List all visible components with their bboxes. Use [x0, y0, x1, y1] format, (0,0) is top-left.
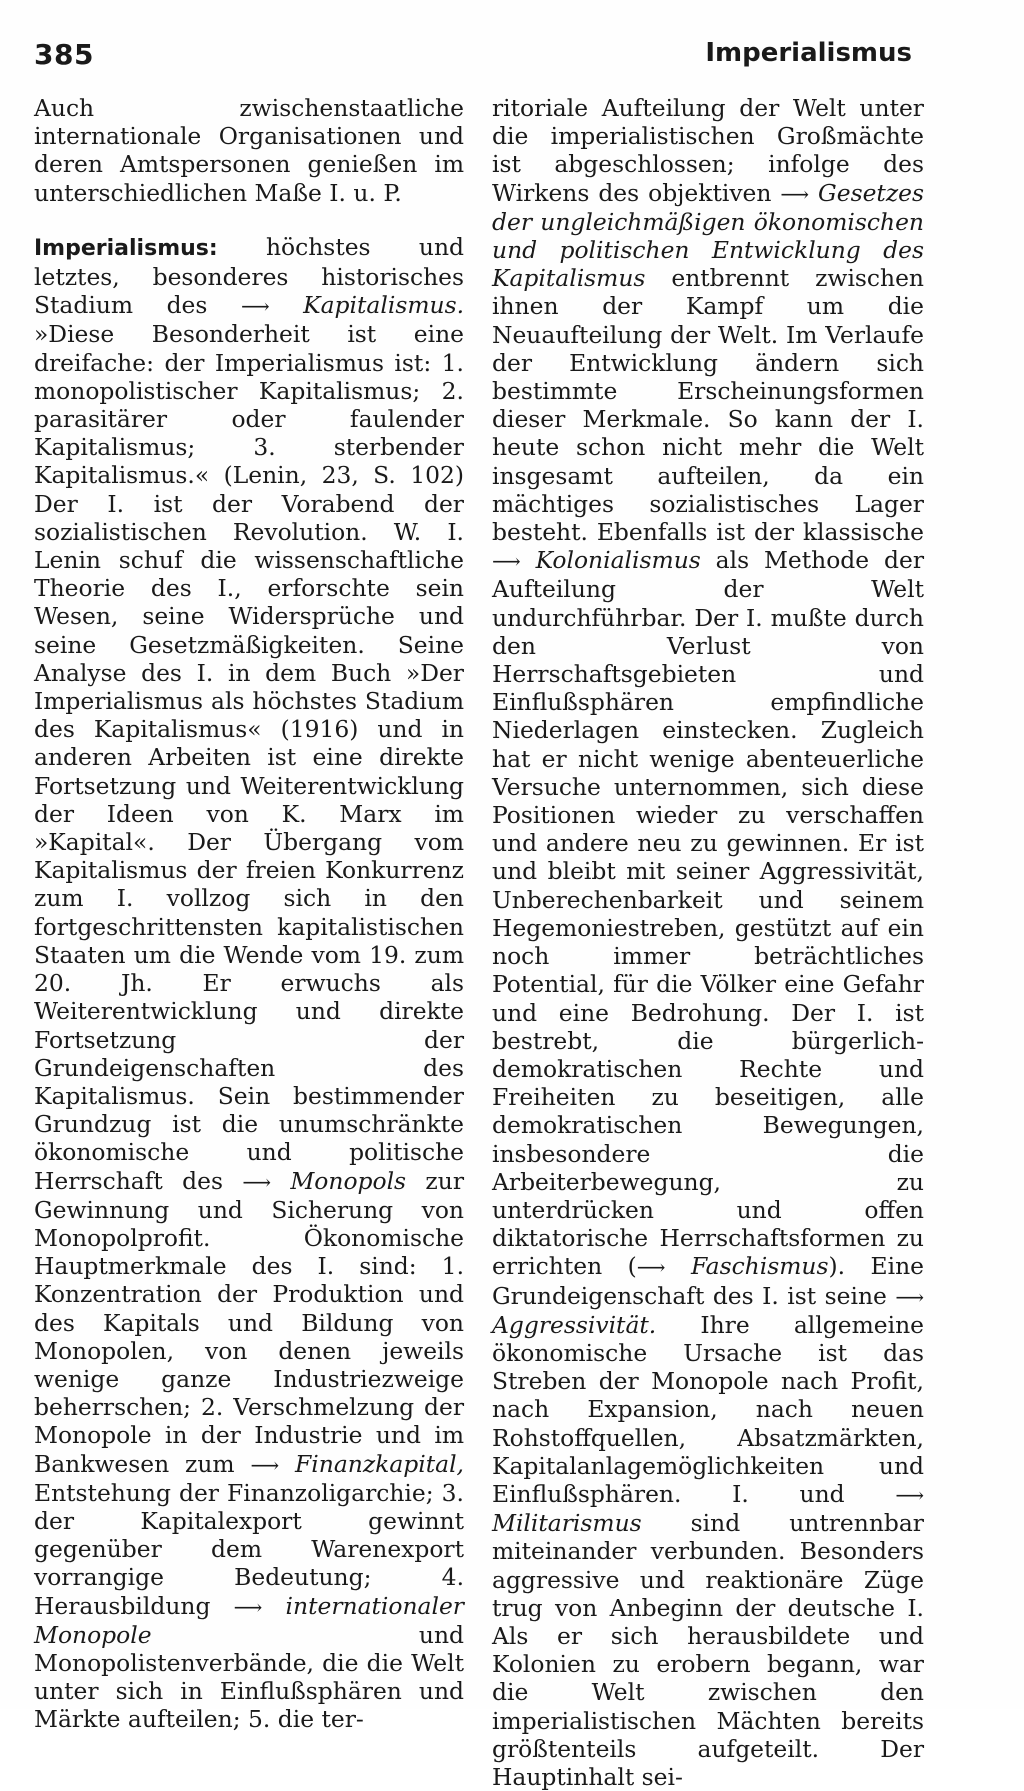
page-number: 385	[34, 38, 94, 71]
cross-reference-arrow-icon: ⟶	[895, 1284, 924, 1309]
right-text-5: Ihre allgemeine ökonomische Ursache ist das Streben der Monopole nach Profit, nach Expansion, nach neuen Rohstoffquellen, Absatzmärkten, Kapitalanlagemöglichkeiten und Einflußsphären. I. und	[492, 1310, 924, 1508]
entry-text-1: höchstes und letztes, besonderes historisches Stadium des	[34, 232, 464, 320]
right-column	[492, 94, 924, 1791]
cross-reference-monopols[interactable]: Monopols	[290, 1166, 407, 1195]
right-text-3: als Methode der Aufteilung der Welt undurchführbar. Der I. mußte durch den Verlust von Herrschaftsgebieten und Einflußsphären empfindliche Niederlagen einstecken. Zugleich hat er nicht wenige abenteuerliche Versuche unternommen, sich diese Positionen wieder zu verschaffen und andere neu zu gewinnen. Er ist und bleibt mit seiner Aggressivität, Unberechenbarkeit und seinem Hegemoniestreben, gestützt auf ein noch immer beträchtliches Potential, für die Völker eine Gefahr und eine Bedrohung. Der I. ist bestrebt, die bürgerlich-demokratischen Rechte und Freiheiten zu beseitigen, alle demokratischen Bewegungen, insbesondere die Arbeiterbewegung, zu unterdrücken und offen diktatorische Herrschaftsformen zu errichten (	[492, 546, 925, 1281]
running-title: Imperialismus	[705, 38, 912, 68]
cross-reference-arrow-icon: ⟶	[895, 1482, 924, 1507]
right-text-4: ). Eine Grundeigenschaft des I. ist seine	[492, 1252, 925, 1310]
left-column	[34, 94, 464, 1734]
cross-reference-arrow-icon: ⟶	[492, 549, 521, 574]
cross-reference-arrow-icon: ⟶	[242, 1169, 271, 1194]
entry-text-5: und Monopolistenverbände, die die Welt unter sich in Einflußsphären und Märkte aufteilen; 5. die ter-	[34, 1620, 464, 1734]
cross-reference-internationaler-monopole[interactable]: internationaler Monopole	[34, 1591, 464, 1649]
right-text-6: sind untrennbar miteinander verbunden. Besonders aggressive und reaktionäre Züge trug von Anbeginn der deutsche I. Als er sich herausbildete und Kolonien zu erobern begann, war die Welt zwischen den imperialistischen Mächten bereits größtenteils aufgeteilt. Der Hauptinhalt sei-	[492, 1509, 924, 1791]
continuation-paragraph	[492, 94, 924, 1791]
cross-reference-gesetz[interactable]: Gesetzes der ungleichmäßigen ökonomischen und politischen Entwicklung des Kapitalismus	[492, 178, 924, 293]
right-text-2: entbrennt zwischen ihnen der Kampf um die Neuaufteilung der Welt. Im Verlaufe der Entwicklung ändern sich bestimmte Erscheinungsformen dieser Merkmale. So kann der I. heute schon nicht mehr die Welt insgesamt aufteilen, da ein mächtiges sozialistisches Lager besteht. Ebenfalls ist der klassische	[492, 264, 924, 547]
entry-text-4: Entstehung der Finanzoligarchie; 3. der Kapitalexport gewinnt gegenüber dem Warenexport vorrangige Bedeutung; 4. Herausbildung	[34, 1478, 464, 1620]
cross-reference-militarismus[interactable]: Militarismus	[492, 1509, 642, 1538]
cross-reference-kolonialismus[interactable]: Kolonialismus	[535, 546, 701, 575]
paragraph-gap	[34, 207, 464, 233]
cross-reference-kapitalismus[interactable]: Kapitalismus.	[303, 291, 465, 320]
intro-paragraph: Auch zwischenstaatliche internationale Organisationen und deren Amtspersonen genießen im unterschiedlichen Maße I. u. P.	[34, 94, 464, 207]
cross-reference-arrow-icon: ⟶	[233, 1594, 263, 1619]
entry-text-2: »Diese Besonderheit ist eine dreifache: der Imperialismus ist: 1. monopolistischer Kapitalismus; 2. parasitärer oder faulender Kapitalismus; 3. sterbender Kapitalismus.« (Lenin, 23, S. 102) Der I. ist der Vorabend der sozialistischen Revolution. W. I. Lenin schuf die wissenschaftliche Theorie des I., erforschte sein Wesen, seine Widersprüche und seine Gesetzmäßigkeiten. Seine Analyse des I. in dem Buch »Der Imperialismus als höchstes Stadium des Kapitalismus« (1916) und in anderen Arbeiten ist eine direkte Fortsetzung und Weiterentwicklung der Ideen von K. Marx im »Kapital«. Der Übergang vom Kapitalismus der freien Konkurrenz zum I. vollzog sich in den fortgeschrittensten kapitalistischen Staaten um die Wende vom 19. zum 20. Jh. Er erwuchs als Weiterentwicklung und direkte Fortsetzung der Grundeigenschaften des Kapitalismus. Sein bestimmender Grundzug ist die unumschränkte ökonomische und politische Herrschaft des	[34, 320, 464, 1195]
cross-reference-arrow-icon: ⟶	[636, 1255, 666, 1280]
right-text-1: ritoriale Aufteilung der Welt unter die imperialistischen Großmächte ist abgeschlossen; infolge des Wirkens des objektiven	[492, 94, 924, 207]
cross-reference-finanzkapital[interactable]: Finanzkapital,	[295, 1449, 464, 1478]
cross-reference-arrow-icon: ⟶	[780, 181, 810, 206]
entry-term: Imperialismus:	[34, 235, 218, 261]
cross-reference-aggressivitaet[interactable]: Aggressivität.	[492, 1310, 657, 1339]
entry-text-3: zur Gewinnung und Sicherung von Monopolprofit. Ökonomische Hauptmerkmale des I. sind: 1. Konzentration der Produktion und des Kapitals und Bildung von Monopolen, von denen jeweils wenige ganze Industriezweige beherrschen; 2. Verschmelzung der Monopole in der Industrie und im Bankwesen zum	[34, 1166, 465, 1478]
cross-reference-arrow-icon: ⟶	[250, 1452, 280, 1477]
cross-reference-arrow-icon: ⟶	[240, 294, 270, 319]
entry-paragraph	[34, 233, 464, 1734]
cross-reference-faschismus[interactable]: Faschismus	[690, 1252, 829, 1281]
